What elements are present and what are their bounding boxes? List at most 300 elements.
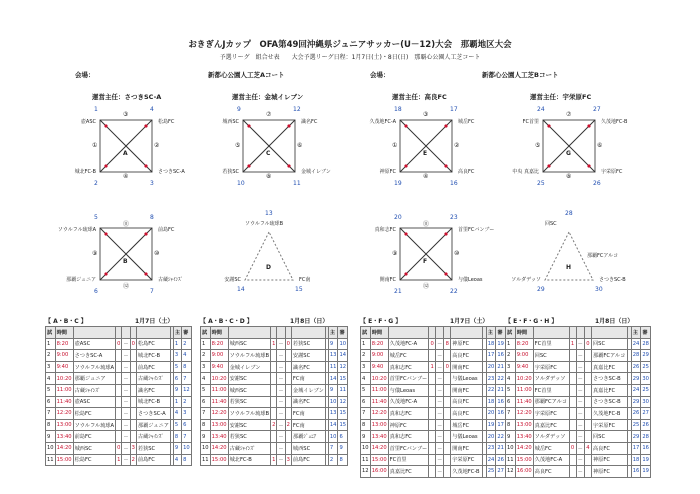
table-cell: 7 bbox=[182, 431, 192, 443]
table-cell: 9 bbox=[173, 384, 181, 396]
table-cell: － bbox=[576, 396, 584, 408]
corner-marker-1 bbox=[404, 124, 407, 127]
table-cell: 5 bbox=[173, 419, 181, 431]
table-cell: 22 bbox=[486, 384, 496, 396]
table-cell: 11:40 bbox=[370, 396, 388, 408]
header-cell: 試 bbox=[201, 327, 211, 339]
table-row bbox=[46, 338, 192, 350]
header-cell: 時間 bbox=[370, 327, 388, 339]
table-cell bbox=[429, 408, 436, 420]
table-cell: 10 bbox=[328, 396, 338, 408]
group-letter: G bbox=[566, 150, 571, 157]
table-cell: 首里FCバンブー bbox=[388, 373, 429, 385]
table-cell: 2 bbox=[506, 350, 516, 362]
match-marker: ③ bbox=[423, 111, 429, 118]
corner-marker-3 bbox=[547, 164, 550, 167]
table-cell: 3 bbox=[361, 361, 371, 373]
table-cell: 1 bbox=[173, 338, 181, 350]
table-cell: 10 bbox=[46, 442, 56, 454]
table-cell: 10 bbox=[201, 442, 211, 454]
table-cell: 宇栄原FC bbox=[533, 408, 569, 420]
table-row bbox=[506, 419, 651, 431]
table-cell bbox=[444, 419, 451, 431]
table-cell: 2 bbox=[201, 350, 211, 362]
table-cell: 5 bbox=[46, 384, 56, 396]
table-cell: 1 bbox=[116, 454, 122, 466]
team-name: 回SC bbox=[545, 221, 557, 227]
team-number: 24 bbox=[537, 106, 545, 113]
team-name: さつきSC-B bbox=[599, 277, 626, 283]
table-cell: 10 bbox=[328, 431, 338, 443]
table-cell: 9:40 bbox=[210, 361, 228, 373]
table-cell: 城西SC bbox=[73, 442, 116, 454]
table-cell: 松島FC bbox=[136, 338, 170, 350]
table-cell: 識名FC bbox=[291, 396, 325, 408]
table-cell: 10 bbox=[182, 442, 192, 454]
table-cell: － bbox=[436, 454, 444, 466]
table-cell: 13:00 bbox=[210, 419, 228, 431]
table-cell bbox=[584, 466, 591, 478]
table-cell: 真和志FC bbox=[388, 361, 429, 373]
table-cell: 真嘉比FC bbox=[591, 361, 627, 373]
table-cell: 3 bbox=[506, 361, 516, 373]
table-cell: 29 bbox=[641, 350, 651, 362]
table-row bbox=[361, 431, 506, 443]
table-cell: － bbox=[576, 384, 584, 396]
table-cell: － bbox=[576, 338, 584, 350]
table-cell: 那覇FCアルコ bbox=[533, 396, 569, 408]
header-cell: 時間 bbox=[55, 327, 73, 339]
schedule-table bbox=[505, 326, 651, 478]
table-cell: 11 bbox=[46, 454, 56, 466]
header-cell bbox=[136, 327, 170, 339]
header-cell bbox=[444, 327, 451, 339]
team-name: 那覇FCアルコ bbox=[587, 253, 619, 259]
team-name: 安謝SC bbox=[224, 277, 241, 283]
table-cell: FC首里 bbox=[388, 454, 429, 466]
table-cell: 9 bbox=[338, 442, 348, 454]
corner-marker-2 bbox=[144, 232, 147, 235]
table-row bbox=[46, 454, 192, 466]
table-cell: 0 bbox=[285, 338, 291, 350]
table-cell: 25 bbox=[641, 361, 651, 373]
table-cell: 20 bbox=[486, 361, 496, 373]
team-name: 久茂地FC-A bbox=[369, 119, 396, 125]
table-cell: 古蔵ｼｬｲﾝｽﾞ bbox=[136, 373, 170, 385]
table-cell: 0 bbox=[116, 338, 122, 350]
table-cell: 14 bbox=[328, 419, 338, 431]
schedule-title: 【 E・F・G 】 bbox=[360, 318, 402, 325]
table-cell: 13:40 bbox=[55, 431, 73, 443]
team-number: 20 bbox=[394, 214, 402, 221]
team-name: 前島FC bbox=[158, 227, 175, 233]
table-cell: 9 bbox=[506, 431, 516, 443]
manager-cd: 運営主任：金城イレブン bbox=[232, 93, 304, 101]
team-number: 30 bbox=[595, 286, 603, 293]
table-cell bbox=[569, 466, 576, 478]
table-cell: 久茂地FC-A bbox=[533, 454, 569, 466]
table-cell: 6 bbox=[338, 431, 348, 443]
table-cell: 3 bbox=[46, 361, 56, 373]
table-cell: － bbox=[277, 419, 285, 431]
table-cell: さつきSC-B bbox=[591, 396, 627, 408]
team-number: 9 bbox=[237, 106, 241, 113]
table-cell: 与儀Leoas bbox=[451, 373, 483, 385]
header-cell bbox=[73, 327, 116, 339]
header-cell bbox=[591, 327, 627, 339]
table-cell: 10 bbox=[361, 442, 371, 454]
table-cell bbox=[584, 419, 591, 431]
table-cell: 若狭SC bbox=[228, 431, 271, 443]
table-cell bbox=[429, 419, 436, 431]
table-cell: 9:00 bbox=[210, 350, 228, 362]
schedule-date: 1月7日（土） bbox=[135, 318, 174, 325]
table-cell: 17 bbox=[631, 442, 641, 454]
table-cell bbox=[569, 396, 576, 408]
match-marker: ① bbox=[392, 142, 398, 149]
header-cell: 審 bbox=[641, 327, 651, 339]
match-marker: ③ bbox=[123, 111, 129, 118]
team-number: 5 bbox=[94, 214, 98, 221]
table-cell: 12:20 bbox=[370, 408, 388, 420]
table-cell: 前島FC bbox=[291, 454, 325, 466]
table-cell: 18 bbox=[631, 454, 641, 466]
corner-marker-3 bbox=[404, 272, 407, 275]
table-cell: 4 bbox=[46, 373, 56, 385]
header-cell: 主 bbox=[173, 327, 181, 339]
table-row bbox=[506, 361, 651, 373]
table-row bbox=[46, 361, 192, 373]
table-row bbox=[46, 431, 192, 443]
table-cell: 那覇FCアルコ bbox=[591, 350, 627, 362]
corner-marker-4 bbox=[287, 164, 290, 167]
table-cell: 14 bbox=[328, 373, 338, 385]
table-cell: さつきSC-A bbox=[73, 350, 116, 362]
team-number: 29 bbox=[537, 286, 545, 293]
table-cell: 8:20 bbox=[515, 338, 533, 350]
team-number: 14 bbox=[237, 286, 245, 293]
group-f-square bbox=[400, 228, 452, 280]
table-cell: 27 bbox=[496, 466, 506, 478]
team-number: 27 bbox=[593, 106, 601, 113]
table-cell bbox=[569, 384, 576, 396]
table-cell: 16 bbox=[631, 466, 641, 478]
group-letter: E bbox=[423, 150, 428, 157]
table-cell: ソウルフル琉球A bbox=[73, 419, 116, 431]
table-cell: 3 bbox=[285, 454, 291, 466]
table-cell: 久茂地FC-A bbox=[388, 396, 429, 408]
table-cell: 9:00 bbox=[55, 350, 73, 362]
team-number: 25 bbox=[537, 180, 545, 187]
table-cell bbox=[569, 350, 576, 362]
table-cell: － bbox=[576, 361, 584, 373]
corner-marker-4 bbox=[444, 164, 447, 167]
table-cell: 14:20 bbox=[515, 442, 533, 454]
match-marker: ② bbox=[154, 142, 160, 149]
table-row bbox=[46, 384, 192, 396]
table-cell: 宇栄原FC bbox=[533, 361, 569, 373]
table-cell bbox=[584, 396, 591, 408]
table-cell: 3 bbox=[201, 361, 211, 373]
table-cell: 金城イレブン bbox=[228, 361, 271, 373]
table-cell bbox=[584, 431, 591, 443]
corner-marker-4 bbox=[144, 272, 147, 275]
table-cell: 真嘉比FC bbox=[591, 384, 627, 396]
table-cell: 8 bbox=[46, 419, 56, 431]
table-cell: 15 bbox=[338, 419, 348, 431]
match-marker: ⑦ bbox=[266, 111, 272, 118]
table-cell: 1 bbox=[173, 396, 181, 408]
table-cell bbox=[429, 350, 436, 362]
table-row bbox=[201, 373, 348, 385]
table-cell: FC首里 bbox=[533, 384, 569, 396]
table-cell bbox=[444, 454, 451, 466]
table-cell bbox=[584, 408, 591, 420]
table-cell: 28 bbox=[641, 431, 651, 443]
table-cell bbox=[569, 408, 576, 420]
table-cell: 若狭SC bbox=[136, 442, 170, 454]
table-cell: 12 bbox=[338, 361, 348, 373]
match-marker: ⑦ bbox=[566, 111, 572, 118]
team-name: 壺ASC bbox=[80, 119, 96, 125]
table-cell: 安謝SC bbox=[228, 373, 271, 385]
table-row bbox=[46, 419, 192, 431]
table-cell: 9:40 bbox=[370, 361, 388, 373]
table-cell: 前島FC bbox=[136, 361, 170, 373]
table-row bbox=[361, 454, 506, 466]
header-cell: 審 bbox=[338, 327, 348, 339]
table-cell: 金城イレブン bbox=[291, 384, 325, 396]
team-number: 13 bbox=[265, 210, 273, 217]
header-cell: 試 bbox=[46, 327, 56, 339]
team-number: 12 bbox=[293, 106, 301, 113]
header-cell bbox=[584, 327, 591, 339]
table-cell: 那覇ジュニア bbox=[136, 419, 170, 431]
table-cell bbox=[444, 350, 451, 362]
team-number: 23 bbox=[450, 214, 458, 221]
team-name: 真和志FC bbox=[374, 227, 396, 233]
team-number: 11 bbox=[293, 180, 301, 187]
table-cell: 8:20 bbox=[210, 338, 228, 350]
table-row bbox=[46, 408, 192, 420]
table-cell: 0 bbox=[584, 338, 591, 350]
table-cell: 前島FC bbox=[73, 431, 116, 443]
header-cell bbox=[122, 327, 130, 339]
table-cell: 10 bbox=[506, 442, 516, 454]
header-cell bbox=[436, 327, 444, 339]
team-number: 1 bbox=[94, 106, 98, 113]
table-cell: － bbox=[277, 338, 285, 350]
match-marker: ⑤ bbox=[235, 142, 241, 149]
table-cell: － bbox=[277, 442, 285, 454]
table-cell: 16 bbox=[641, 442, 651, 454]
table-cell: － bbox=[576, 373, 584, 385]
table-row bbox=[506, 466, 651, 478]
team-number: 28 bbox=[565, 210, 573, 217]
table-cell: 5 bbox=[361, 384, 371, 396]
group-letter: D bbox=[266, 264, 271, 271]
corner-marker-4 bbox=[444, 272, 447, 275]
team-number: 6 bbox=[94, 288, 98, 295]
team-number: 15 bbox=[295, 286, 303, 293]
table-cell: 12 bbox=[182, 384, 192, 396]
table-row bbox=[361, 408, 506, 420]
table-cell: 9 bbox=[201, 431, 211, 443]
table-row bbox=[361, 396, 506, 408]
match-marker: ⑤ bbox=[535, 142, 541, 149]
header-cell bbox=[451, 327, 483, 339]
table-cell: － bbox=[277, 373, 285, 385]
table-cell: さつきSC-B bbox=[591, 373, 627, 385]
table-cell: 13:40 bbox=[210, 431, 228, 443]
table-cell: 8 bbox=[182, 361, 192, 373]
table-cell: 10 bbox=[338, 338, 348, 350]
table-cell: － bbox=[277, 454, 285, 466]
team-name: 中央 真嘉比 bbox=[512, 169, 539, 175]
table-cell: 松島FC bbox=[73, 408, 116, 420]
table-row bbox=[506, 431, 651, 443]
header-cell bbox=[277, 327, 285, 339]
table-cell: 30 bbox=[641, 396, 651, 408]
table-cell: 高良FC bbox=[533, 466, 569, 478]
table-row bbox=[201, 442, 348, 454]
table-cell: 25 bbox=[631, 419, 641, 431]
table-cell: 11:40 bbox=[515, 396, 533, 408]
table-row bbox=[506, 442, 651, 454]
team-number: 17 bbox=[450, 106, 458, 113]
table-cell bbox=[569, 431, 576, 443]
table-row bbox=[46, 442, 192, 454]
table-cell: 11:40 bbox=[210, 396, 228, 408]
schedule-table bbox=[360, 326, 506, 478]
table-cell: 11 bbox=[338, 384, 348, 396]
manager-gh: 運営主任：宇栄原FC bbox=[530, 93, 592, 101]
header-cell bbox=[228, 327, 271, 339]
corner-marker-4 bbox=[587, 164, 590, 167]
team-name: 首里FCバンブー bbox=[458, 227, 495, 233]
table-cell: 13:00 bbox=[55, 419, 73, 431]
table-cell: 13:40 bbox=[370, 431, 388, 443]
table-cell: 21 bbox=[496, 361, 506, 373]
match-marker: ④ bbox=[423, 173, 429, 180]
table-row bbox=[361, 350, 506, 362]
table-cell: 2 bbox=[361, 350, 371, 362]
table-cell: 27 bbox=[641, 408, 651, 420]
table-cell: － bbox=[122, 338, 130, 350]
table-cell bbox=[429, 454, 436, 466]
table-cell: 8 bbox=[201, 419, 211, 431]
table-cell: 11 bbox=[361, 454, 371, 466]
team-number: 2 bbox=[94, 180, 98, 187]
table-cell: FC南 bbox=[291, 419, 325, 431]
table-cell: 回SC bbox=[533, 350, 569, 362]
table-cell: 26 bbox=[641, 419, 651, 431]
group-h-triangle bbox=[545, 232, 593, 280]
team-name: 金城イレブン bbox=[301, 169, 331, 175]
table-cell: 3 bbox=[130, 442, 136, 454]
table-cell: 7 bbox=[361, 408, 371, 420]
table-cell: 城西SC bbox=[228, 384, 271, 396]
corner-marker-3 bbox=[104, 164, 107, 167]
header-cell bbox=[576, 327, 584, 339]
table-cell: 22 bbox=[496, 431, 506, 443]
team-number: 21 bbox=[394, 288, 402, 295]
table-cell: 29 bbox=[631, 431, 641, 443]
table-cell: ソウルフル琉球B bbox=[228, 350, 271, 362]
table-cell: 那覇ジュニア bbox=[73, 373, 116, 385]
table-cell: 9 bbox=[361, 431, 371, 443]
table-cell: － bbox=[576, 442, 584, 454]
table-cell: 16:00 bbox=[370, 466, 388, 478]
group-letter: F bbox=[423, 258, 428, 265]
schedule-date: 1月8日（日） bbox=[290, 318, 329, 325]
corner-marker-3 bbox=[247, 164, 250, 167]
table-cell: － bbox=[277, 431, 285, 443]
team-name: 宇栄原FC bbox=[601, 169, 623, 175]
corner-marker-4 bbox=[144, 164, 147, 167]
table-cell: 1 bbox=[271, 454, 277, 466]
team-name: 城北FC-B bbox=[74, 169, 96, 175]
table-cell: 8:20 bbox=[370, 338, 388, 350]
table-cell: 9 bbox=[328, 384, 338, 396]
table-cell: 8 bbox=[361, 419, 371, 431]
group-a-square bbox=[100, 120, 152, 172]
table-cell: 5 bbox=[173, 361, 181, 373]
corner-marker-1 bbox=[104, 232, 107, 235]
group-letter: H bbox=[566, 264, 572, 271]
table-cell: 6 bbox=[506, 396, 516, 408]
group-e-square bbox=[400, 120, 452, 172]
table-cell bbox=[444, 442, 451, 454]
table-cell: － bbox=[576, 466, 584, 478]
table-cell: 0 bbox=[444, 361, 451, 373]
table-cell: 16 bbox=[496, 408, 506, 420]
table-cell: 0 bbox=[116, 442, 122, 454]
table-cell: 15:00 bbox=[210, 454, 228, 466]
page-title: おきぎんJカップ OFA第49回沖縄県ジュニアサッカー(U－12)大会 那覇地区大会 bbox=[188, 40, 512, 50]
group-g-square bbox=[543, 120, 595, 172]
table-cell: 2 bbox=[182, 338, 192, 350]
table-cell: 安謝SC bbox=[291, 350, 325, 362]
team-name: ソルダデッソ bbox=[511, 277, 541, 283]
table-cell: － bbox=[576, 454, 584, 466]
table-cell: － bbox=[436, 396, 444, 408]
team-name: 松島FC bbox=[158, 119, 175, 125]
table-cell: 那覇ｼﾞｭﾆｱ bbox=[291, 431, 325, 443]
table-cell: 1 bbox=[429, 361, 436, 373]
table-cell bbox=[584, 384, 591, 396]
table-cell: 7 bbox=[46, 408, 56, 420]
table-cell: 10:20 bbox=[210, 373, 228, 385]
table-cell: 2 bbox=[285, 419, 291, 431]
table-cell bbox=[444, 396, 451, 408]
table-cell: ソルダデッソ bbox=[533, 373, 569, 385]
group-b-square bbox=[100, 228, 152, 280]
table-cell bbox=[444, 466, 451, 478]
team-name: 識名FC bbox=[301, 119, 318, 125]
page-subtitle: 予選リーグ 組合せ表 大会予選リーグ日程：1月7日(土)・8日(日) 那覇心公園人工芝コート bbox=[219, 54, 481, 61]
table-cell: 高良FC bbox=[451, 396, 483, 408]
header-cell bbox=[533, 327, 569, 339]
corner-marker-2 bbox=[587, 124, 590, 127]
table-row bbox=[506, 396, 651, 408]
table-cell: 0 bbox=[429, 338, 436, 350]
table-cell: 24 bbox=[486, 454, 496, 466]
venue-name-left: 新都心公園人工芝Aコート bbox=[208, 71, 285, 79]
table-cell: 真和志FC bbox=[388, 408, 429, 420]
table-cell: 高良FC bbox=[451, 408, 483, 420]
header-cell bbox=[388, 327, 429, 339]
